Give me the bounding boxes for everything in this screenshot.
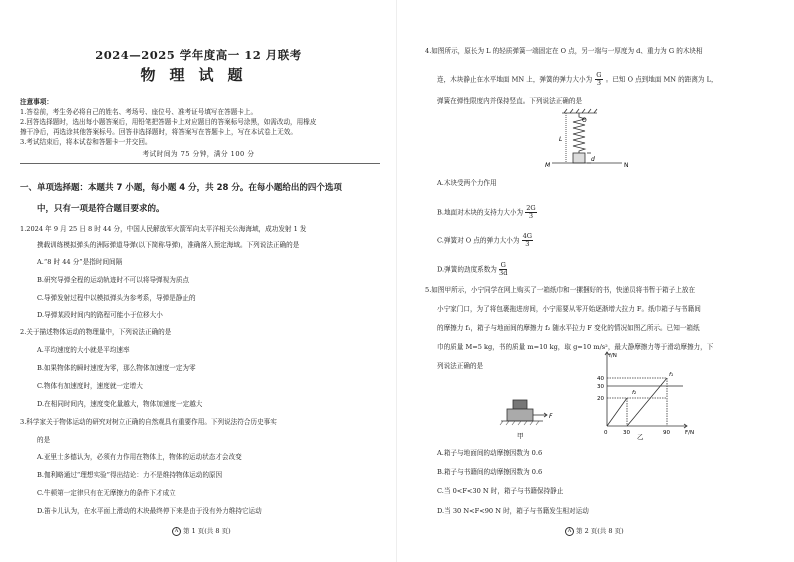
thickness-d-label: d bbox=[591, 156, 595, 163]
page-number: 第 1 页(共 8 页) bbox=[183, 527, 231, 535]
page-number: 第 2 页(共 8 页) bbox=[576, 527, 624, 535]
question-2-option: B.如果物体的瞬时速度为零，那么物体加速度一定为零 bbox=[37, 364, 196, 372]
question-2-option: C.物体有加速度时，速度就一定增大 bbox=[37, 382, 143, 390]
notice-line: 1.答卷前，考生务必将自己的姓名、考场号、座位号、准考证号填写在答题卡上。 bbox=[20, 108, 258, 116]
question-4-option: B.地面对木块的支持力大小为 $\frac{2G}{3}$ bbox=[437, 204, 536, 220]
subject-title: 物理试题 bbox=[140, 66, 257, 84]
y-tick: 40 bbox=[597, 376, 604, 382]
ceiling-hatch bbox=[564, 109, 597, 113]
question-2-option: D.在相同时间内，速度变化量越大，物体加速度一定越大 bbox=[37, 400, 203, 408]
question-4-stem: 4.如图所示，原长为 L 的轻质弹簧一端固定在 O 点，另一端与一厚度为 d、重力为 G 的木块相 bbox=[425, 47, 703, 55]
page-footer bbox=[565, 526, 624, 536]
notice-line: 2.回答选择题时，选出每小题答案后，用铅笔把答题卡上对应题目的答案标号涂黑，如需改动，用橡皮 bbox=[20, 118, 317, 126]
question-5-stem: 小宁家门口，为了将包裹拖进房间，小宁需要从零开始逐渐增大拉力 F。纸巾箱子与书籍间 bbox=[437, 305, 701, 313]
question-1-stem: 携载训练模拟弹头的洲际弹道导弹(以下简称导弹)，准确落入预定海域。下列说法正确的是 bbox=[37, 241, 300, 249]
figure-jia bbox=[497, 392, 567, 442]
page-right bbox=[397, 0, 794, 562]
x-tick: 30 bbox=[623, 430, 630, 436]
y-tick: 30 bbox=[597, 384, 604, 390]
question-5-option: B.箱子与书籍间的动摩擦因数为 0.6 bbox=[437, 468, 543, 476]
section-heading-cont: 中，只有一项是符合题目要求的。 bbox=[37, 204, 165, 214]
question-1-option: B.研究导弹全程的运动轨迹时不可以将导弹视为质点 bbox=[37, 276, 190, 284]
x-axis-label: F/N bbox=[685, 430, 695, 436]
spring-figure bbox=[542, 108, 642, 172]
point-n-label: N bbox=[624, 162, 629, 169]
fraction: $\frac{4G}{3}$ bbox=[522, 232, 533, 248]
question-5-stem: 巾的质量 M=5 kg，书的质量 m=10 kg，取 g=10 m/s²，最大静摩擦力等于滑动摩擦力，下 bbox=[437, 343, 714, 351]
question-4-option: D.弹簧的劲度系数为 $\frac{G}{3d}$ bbox=[437, 261, 508, 277]
f1-label: f₁ bbox=[669, 372, 674, 378]
f2-label: f₂ bbox=[632, 390, 637, 396]
y-axis-label: f/N bbox=[609, 353, 617, 359]
figure-jia-label: 甲 bbox=[517, 432, 524, 440]
question-3-option: B.伽利略通过“理想实验”得出结论：力不是维持物体运动的原因 bbox=[37, 471, 223, 479]
question-3-stem: 3.科学家关于物体运动的研究对树立正确的自然观具有重要作用。下列说法符合历史事实 bbox=[20, 418, 277, 426]
question-1-option: C.导弹发射过程中以模拟弹头为参考系，导弹是静止的 bbox=[37, 294, 196, 302]
books-block bbox=[513, 400, 527, 409]
question-3-option: C.牛顿第一定律只有在无摩擦力的条件下才成立 bbox=[37, 489, 176, 497]
exam-title: 2024—2025 学年度高一 12 月联考 bbox=[95, 48, 302, 62]
force-f-label: F bbox=[549, 413, 553, 420]
question-3-option: D.笛卡儿认为，在水平面上滑动的木块最终停下来是由于没有外力维持它运动 bbox=[37, 507, 262, 515]
separator-line bbox=[20, 163, 380, 164]
point-o-label: O bbox=[582, 117, 587, 124]
section-heading: 一、单项选择题：本题共 7 小题，每小题 4 分，共 28 分。在每小题给出的四个选项 bbox=[20, 183, 342, 193]
question-5-option: A.箱子与地面间的动摩擦因数为 0.6 bbox=[437, 449, 543, 457]
page-footer bbox=[172, 526, 231, 536]
point-m-label: M bbox=[545, 162, 551, 169]
question-5-stem: 5.如图甲所示，小宁同学在网上购买了一箱纸巾和一摞捆好的书，快递员将书暂于箱子上放在 bbox=[425, 286, 696, 294]
question-5-stem: 的摩擦力 f₁，箱子与地面间的摩擦力 f₂ 随水平拉力 F 变化的情况如图乙所示。已知一箱纸 bbox=[437, 324, 700, 332]
notice-line: 3.考试结束后，将本试卷和答题卡一并交回。 bbox=[20, 138, 152, 146]
figure-yi-graph bbox=[587, 348, 697, 440]
question-1-option: D.导弹某段时间内的路程可能小于位移大小 bbox=[37, 311, 163, 319]
f-line-diag bbox=[627, 378, 667, 426]
figure-yi-label: 乙 bbox=[637, 433, 644, 440]
footer-mark-icon: A bbox=[565, 527, 574, 536]
x-tick: 90 bbox=[663, 430, 670, 436]
question-4-option: A.木块受两个力作用 bbox=[437, 179, 497, 187]
length-l-label: L bbox=[559, 136, 563, 143]
fraction: $\frac{G}{3d}$ bbox=[499, 261, 508, 277]
fraction: $\frac{2G}{3}$ bbox=[526, 204, 536, 220]
y-tick: 20 bbox=[597, 396, 604, 402]
question-4-stem: 弹簧在弹性限度内并保持竖直。下列说法正确的是 bbox=[437, 97, 583, 105]
exam-time: 考试时间为 75 分钟，满分 100 分 bbox=[142, 150, 255, 158]
question-2-stem: 2.关于描述物体运动的物理量中，下列说法正确的是 bbox=[20, 328, 172, 336]
notice-line: 擦干净后，再选涂其他答案标号。回答非选择题时，将答案写在答题卡上，写在本试卷上无效。 bbox=[20, 128, 297, 136]
question-3-option: A.亚里士多德认为，必须有力作用在物体上，物体的运动状态才会改变 bbox=[37, 453, 242, 461]
tissue-box bbox=[507, 409, 533, 421]
x-tick: 0 bbox=[604, 430, 608, 436]
question-2-option: A.平均速度的大小就是平均速率 bbox=[37, 346, 130, 354]
question-5-stem: 列说法正确的是 bbox=[437, 362, 484, 370]
question-5-option: C.当 0<F<30 N 时，箱子与书籍保持静止 bbox=[437, 487, 564, 495]
wooden-block bbox=[573, 153, 585, 163]
notice-heading: 注意事项： bbox=[20, 98, 53, 106]
question-1-option: A.“8 时 44 分”是指时间间隔 bbox=[37, 258, 123, 266]
fraction: $\frac{G}{3}$ bbox=[596, 71, 602, 87]
question-3-stem: 的是 bbox=[37, 436, 51, 444]
question-1-stem: 1.2024 年 9 月 25 日 8 时 44 分，中国人民解放军火箭军向太平洋相关公海海域，成功发射 1 发 bbox=[20, 225, 307, 233]
f2-line-rise bbox=[607, 398, 627, 426]
footer-mark-icon: A bbox=[172, 527, 181, 536]
question-4-stem: 连，木块静止在水平地面 MN 上，弹簧的弹力大小为 $\frac{G}{3}$ 。已知 O 点到地面 MN 的距离为 L， bbox=[437, 71, 718, 87]
question-4-option: C.弹簧对 O 点的弹力大小为 $\frac{4G}{3}$ bbox=[437, 232, 533, 248]
question-5-option: D.当 30 N<F<90 N 时，箱子与书籍发生相对运动 bbox=[437, 507, 589, 515]
